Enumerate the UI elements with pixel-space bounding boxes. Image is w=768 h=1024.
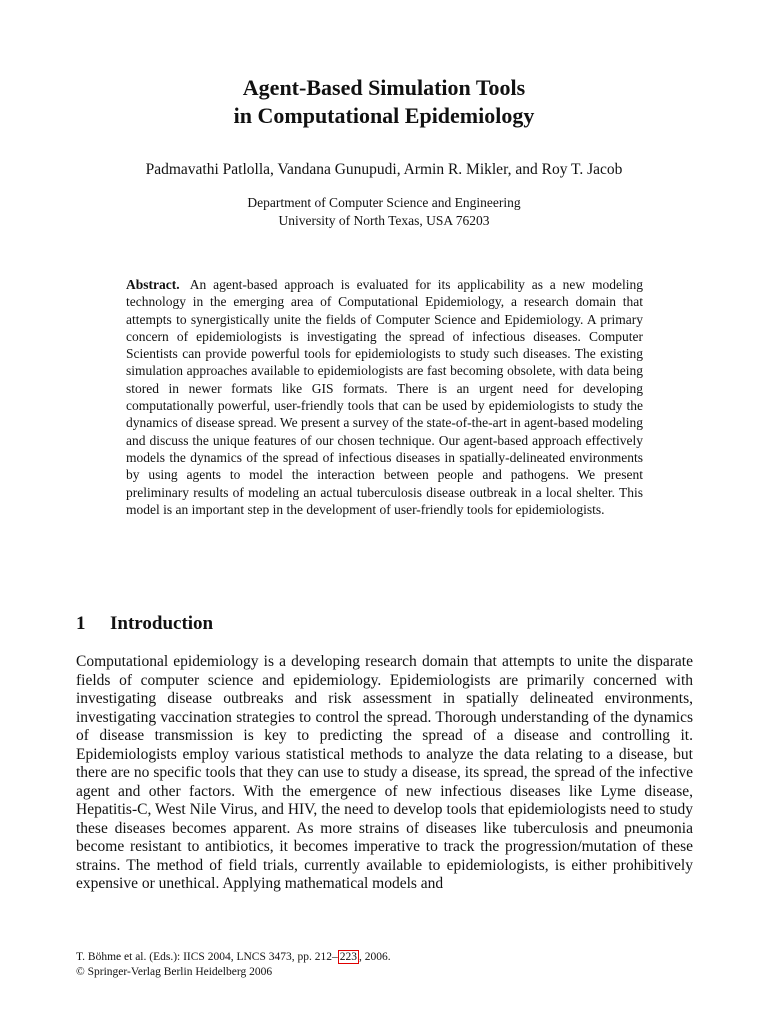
- abstract-label: Abstract.: [126, 277, 180, 292]
- section-number: 1: [76, 613, 86, 634]
- affiliation: [0, 194, 768, 230]
- copyright-line: © Springer-Verlag Berlin Heidelberg 2006: [76, 966, 273, 978]
- citation-prefix: T. Böhme et al. (Eds.): IICS 2004, LNCS 3473, pp. 212–: [76, 951, 338, 963]
- section-title: Introduction: [110, 613, 214, 634]
- citation-footer: [76, 950, 391, 980]
- abstract-text: An agent-based approach is evaluated for its applicability as a new modeling technology in the emerging area of Computational Epidemiology, a research domain that attempts to synergistically unite the fields of Computer Science and Epidemiology. A primary concern of epidemiologists is investigating the spread of infectious diseases. Computer Scientists can provide powerful tools for epidemiologists to study such diseases. The existing simulation approaches available to epidemiologists are fast becoming obsolete, with data being stored in newer formats like GIS formats. There is an urgent need for developing computationally powerful, user-friendly tools that can be used by epidemiologists to study the dynamics of disease spread. We present a survey of the state-of-the-art in agent-based modeling and discuss the unique features of our chosen technique. Our agent-based approach effectively models the dynamics of the spread of infectious diseases in spatially-delineated environments by using agents to model the interaction between people and pathogens. We present preliminary results of modeling an actual tuberculosis disease outbreak in a local shelter. This model is an important step in the development of user-friendly tools for epidemiologists.: [126, 277, 643, 517]
- affiliation-line-1: Department of Computer Science and Engineering: [247, 195, 521, 210]
- affiliation-line-2: University of North Texas, USA 76203: [278, 213, 490, 228]
- introduction-paragraph: Computational epidemiology is a developing research domain that attempts to unite the disparate fields of computer science and epidemiology. Epidemiologists are primarily concerned with investigating disease outbreaks and risk assessment in spatially delineated environments, investigating vaccination strategies to control the spread. Thorough understanding of the dynamics of disease transmission is key to predicting the spread of a disease and controlling it. Epidemiologists employ various statistical methods to analyze the data relating to a disease, but there are no specific tools that they can use to study a disease, its spread, the spread of the infective agent and other factors. With the emergence of new infectious diseases like Lyme disease, Hepatitis-C, West Nile Virus, and HIV, the need to develop tools that epidemiologists need to study these diseases becomes apparent. As more strains of diseases like tuberculosis and pneumonia become resistant to antibiotics, it becomes imperative to track the progression/mutation of these strains. The method of field trials, currently available to epidemiologists, is either prohibitively expensive or unethical. Applying mathematical models and: [76, 653, 693, 892]
- end-page-link[interactable]: 223: [339, 951, 357, 963]
- author-list: Padmavathi Patlolla, Vandana Gunupudi, Armin R. Mikler, and Roy T. Jacob: [145, 161, 623, 178]
- paper-title: [0, 74, 768, 130]
- abstract: [126, 276, 643, 518]
- section-heading-introduction: [76, 612, 213, 636]
- title-line-1: Agent-Based Simulation Tools: [242, 75, 526, 100]
- title-line-2: in Computational Epidemiology: [233, 103, 535, 128]
- citation-line: [76, 950, 391, 965]
- citation-suffix: , 2006.: [358, 951, 391, 963]
